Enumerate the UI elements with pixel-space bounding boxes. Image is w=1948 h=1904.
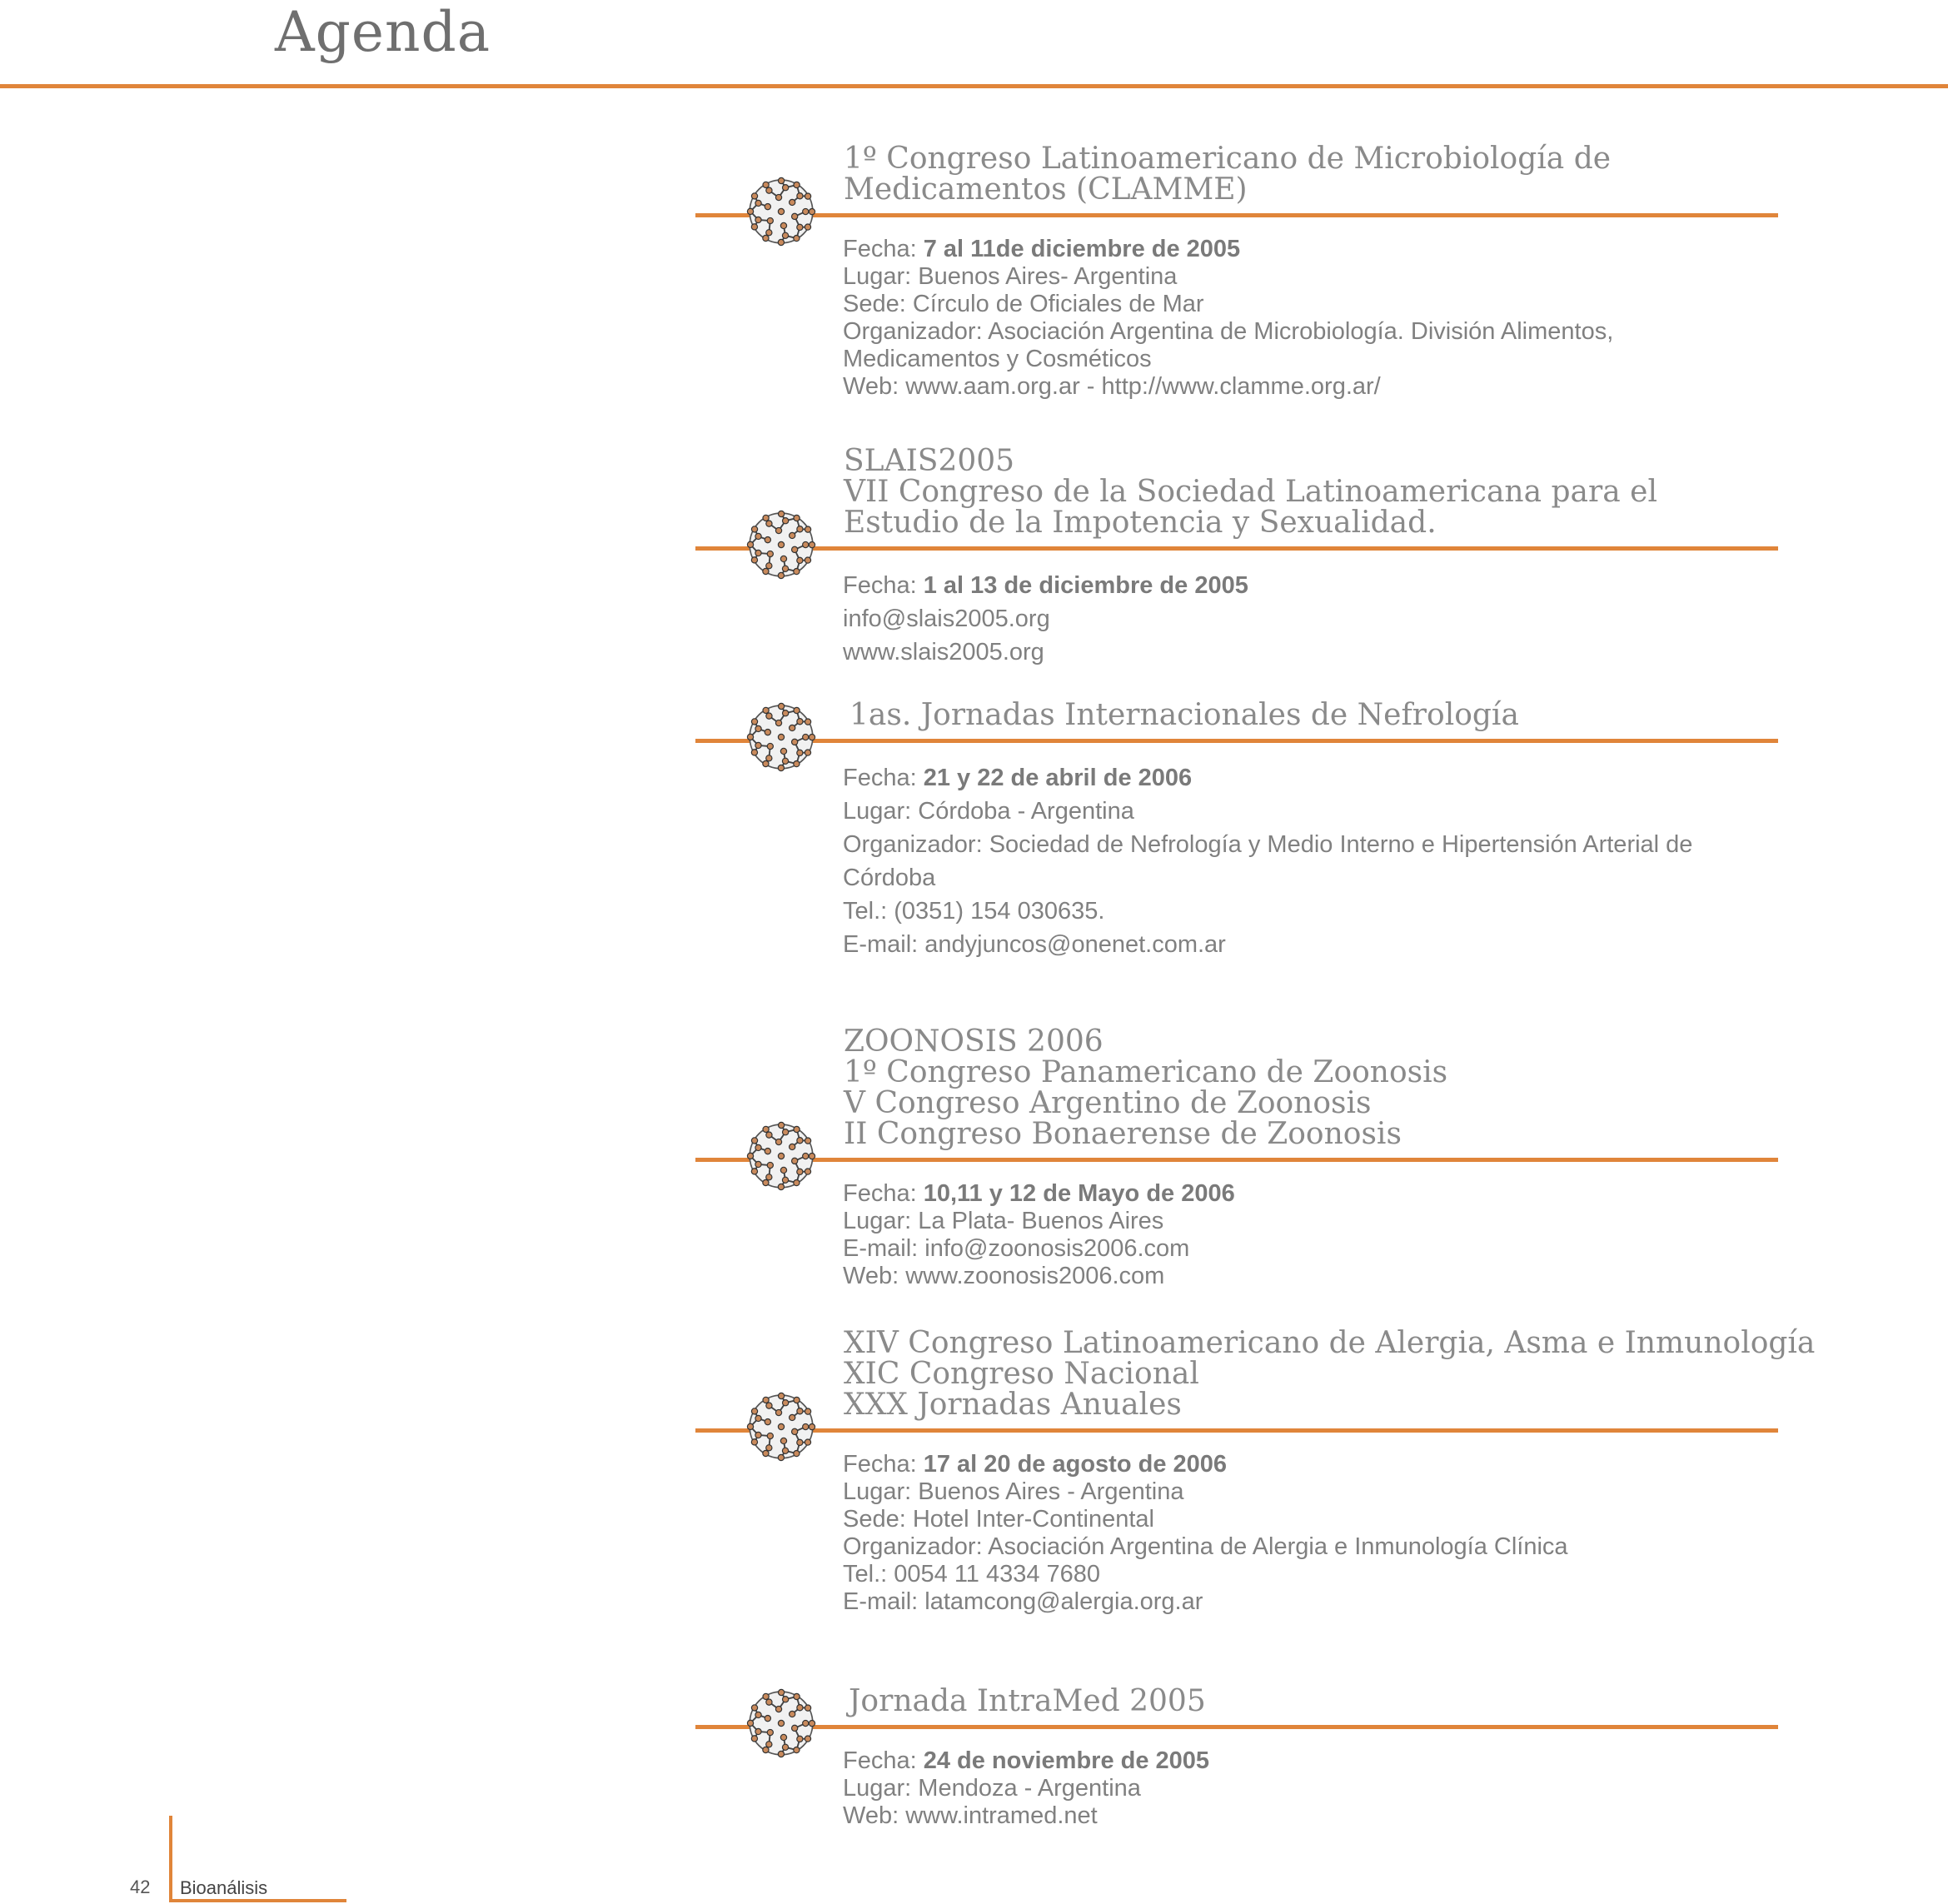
detail-label: Fecha: bbox=[843, 572, 924, 599]
detail-date: 1 al 13 de diciembre de 2005 bbox=[923, 572, 1248, 599]
event-detail-line bbox=[843, 1180, 1778, 1208]
event-details bbox=[843, 569, 1778, 669]
detail-label: Lugar: Córdoba - Argentina bbox=[843, 798, 1134, 825]
fullerene-icon bbox=[745, 1120, 817, 1192]
detail-label: E-mail: latamcong@alergia.org.ar bbox=[843, 1588, 1203, 1615]
event-detail-line bbox=[843, 263, 1778, 291]
event-detail-line bbox=[843, 602, 1778, 635]
event-detail-line bbox=[843, 1747, 1778, 1775]
event-title-line: SLAIS2005 bbox=[844, 444, 1015, 478]
event-title-line: Jornada IntraMed 2005 bbox=[849, 1684, 1206, 1718]
detail-label: Córdoba bbox=[843, 865, 936, 891]
detail-label: Tel.: (0351) 154 030635. bbox=[843, 898, 1105, 925]
event-header bbox=[695, 143, 1778, 217]
event-detail-line bbox=[843, 1775, 1778, 1802]
event-header bbox=[695, 700, 1778, 743]
event-divider bbox=[695, 1428, 1778, 1433]
event-divider bbox=[695, 739, 1778, 743]
header-rule bbox=[0, 84, 1948, 88]
event-title-line: XXX Jornadas Anuales bbox=[844, 1388, 1182, 1422]
detail-date: 17 al 20 de agosto de 2006 bbox=[923, 1451, 1228, 1478]
event-details bbox=[843, 1747, 1778, 1830]
detail-date: 7 al 11de diciembre de 2005 bbox=[923, 236, 1241, 262]
detail-label: Web: www.zoonosis2006.com bbox=[843, 1263, 1165, 1289]
detail-label: Fecha: bbox=[843, 236, 924, 262]
event-detail-line bbox=[843, 895, 1778, 928]
event-detail-line bbox=[843, 928, 1778, 961]
event-title-line: 1as. Jornadas Internacionales de Nefrología bbox=[849, 698, 1519, 732]
event-title-line: 1º Congreso Panamericano de Zoonosis bbox=[844, 1055, 1448, 1089]
agenda-event bbox=[695, 1686, 1778, 1830]
event-detail-line bbox=[843, 1478, 1778, 1506]
event-detail-line bbox=[843, 1533, 1778, 1561]
event-detail-line bbox=[843, 346, 1778, 373]
detail-label: Lugar: Mendoza - Argentina bbox=[843, 1775, 1141, 1802]
fullerene-icon bbox=[745, 701, 817, 773]
page-title: Agenda bbox=[275, 0, 491, 64]
event-detail-line bbox=[843, 1802, 1778, 1830]
event-divider bbox=[695, 213, 1778, 217]
detail-label: Web: www.aam.org.ar - http://www.clamme.org.ar/ bbox=[843, 373, 1381, 400]
detail-label: Lugar: La Plata- Buenos Aires bbox=[843, 1208, 1164, 1234]
fullerene-icon bbox=[745, 509, 817, 581]
fullerene-icon bbox=[745, 1687, 817, 1759]
detail-label: Fecha: bbox=[843, 1747, 924, 1774]
event-details bbox=[843, 1180, 1778, 1290]
event-detail-line bbox=[843, 795, 1778, 828]
page-number: 42 bbox=[130, 1877, 151, 1897]
event-detail-line bbox=[843, 1588, 1778, 1616]
agenda-event bbox=[695, 1326, 1816, 1616]
event-title-line: ZOONOSIS 2006 bbox=[844, 1024, 1104, 1059]
agenda-event bbox=[695, 143, 1778, 401]
event-header bbox=[695, 446, 1778, 551]
event-divider bbox=[695, 1158, 1778, 1162]
detail-label: Organizador: Sociedad de Nefrología y Medio Interno e Hipertensión Arterial de bbox=[843, 831, 1693, 858]
event-header bbox=[695, 1026, 1778, 1162]
event-detail-line bbox=[843, 569, 1778, 602]
event-title-line: VII Congreso de la Sociedad Latinoamericana para el bbox=[844, 475, 1657, 509]
event-header bbox=[695, 1686, 1778, 1729]
magazine-name: Bioanálisis bbox=[180, 1877, 268, 1898]
fullerene-icon bbox=[745, 176, 817, 247]
event-detail-line bbox=[843, 828, 1778, 861]
detail-label: Sede: Hotel Inter-Continental bbox=[843, 1506, 1154, 1533]
event-divider bbox=[695, 546, 1778, 551]
event-detail-line bbox=[843, 1263, 1778, 1290]
detail-label: Fecha: bbox=[843, 1451, 924, 1478]
event-detail-line bbox=[843, 861, 1778, 895]
event-divider bbox=[695, 1725, 1778, 1729]
event-title bbox=[844, 143, 1778, 205]
event-title-line: V Congreso Argentino de Zoonosis bbox=[844, 1086, 1372, 1120]
event-title bbox=[849, 1686, 1778, 1717]
event-detail-line bbox=[843, 1506, 1778, 1533]
fullerene-icon bbox=[745, 1391, 817, 1463]
event-title bbox=[849, 700, 1778, 730]
event-title-line: 1º Congreso Latinoamericano de Microbiología de bbox=[844, 142, 1612, 176]
detail-date: 21 y 22 de abril de 2006 bbox=[923, 765, 1193, 791]
footer-horizontal-rule bbox=[169, 1899, 346, 1902]
event-title bbox=[844, 1326, 1816, 1422]
detail-label: Lugar: Buenos Aires- Argentina bbox=[843, 263, 1178, 290]
event-detail-line bbox=[843, 1208, 1778, 1235]
event-detail-line bbox=[843, 1451, 1778, 1478]
event-title bbox=[844, 1026, 1778, 1149]
event-title-line: XIV Congreso Latinoamericano de Alergia, Asma e Inmunología bbox=[844, 1326, 1816, 1360]
event-title-line: II Congreso Bonaerense de Zoonosis bbox=[844, 1117, 1402, 1151]
detail-label: Web: www.intramed.net bbox=[843, 1802, 1098, 1829]
event-detail-line bbox=[843, 236, 1778, 263]
event-details bbox=[843, 236, 1778, 401]
detail-label: Medicamentos y Cosméticos bbox=[843, 346, 1152, 372]
event-title-line: XIC Congreso Nacional bbox=[844, 1357, 1199, 1391]
detail-date: 10,11 y 12 de Mayo de 2006 bbox=[923, 1180, 1235, 1207]
footer-vertical-rule bbox=[169, 1816, 172, 1902]
detail-label: info@slais2005.org bbox=[843, 606, 1050, 632]
detail-label: Organizador: Asociación Argentina de Alergia e Inmunología Clínica bbox=[843, 1533, 1568, 1560]
detail-label: Fecha: bbox=[843, 1180, 924, 1207]
detail-date: 24 de noviembre de 2005 bbox=[923, 1747, 1210, 1774]
detail-label: Lugar: Buenos Aires - Argentina bbox=[843, 1478, 1184, 1505]
detail-label: Tel.: 0054 11 4334 7680 bbox=[843, 1561, 1101, 1587]
event-title bbox=[844, 446, 1778, 538]
event-detail-line bbox=[843, 1561, 1778, 1588]
agenda-event bbox=[695, 446, 1778, 669]
detail-label: E-mail: andyjuncos@onenet.com.ar bbox=[843, 931, 1226, 958]
event-detail-line bbox=[843, 318, 1778, 346]
event-detail-line bbox=[843, 635, 1778, 669]
event-detail-line bbox=[843, 1235, 1778, 1263]
event-title-line: Medicamentos (CLAMME) bbox=[844, 172, 1248, 207]
event-header bbox=[695, 1326, 1816, 1433]
detail-label: Organizador: Asociación Argentina de Microbiología. División Alimentos, bbox=[843, 318, 1614, 345]
detail-label: Fecha: bbox=[843, 765, 924, 791]
event-detail-line bbox=[843, 291, 1778, 318]
event-title-line: Estudio de la Impotencia y Sexualidad. bbox=[844, 506, 1437, 540]
event-detail-line bbox=[843, 373, 1778, 401]
event-detail-line bbox=[843, 761, 1778, 795]
detail-label: www.slais2005.org bbox=[843, 639, 1044, 665]
detail-label: Sede: Círculo de Oficiales de Mar bbox=[843, 291, 1204, 317]
agenda-event bbox=[695, 1026, 1778, 1290]
detail-label: E-mail: info@zoonosis2006.com bbox=[843, 1235, 1190, 1262]
agenda-event bbox=[695, 700, 1778, 961]
event-details bbox=[843, 761, 1778, 961]
event-details bbox=[843, 1451, 1778, 1616]
